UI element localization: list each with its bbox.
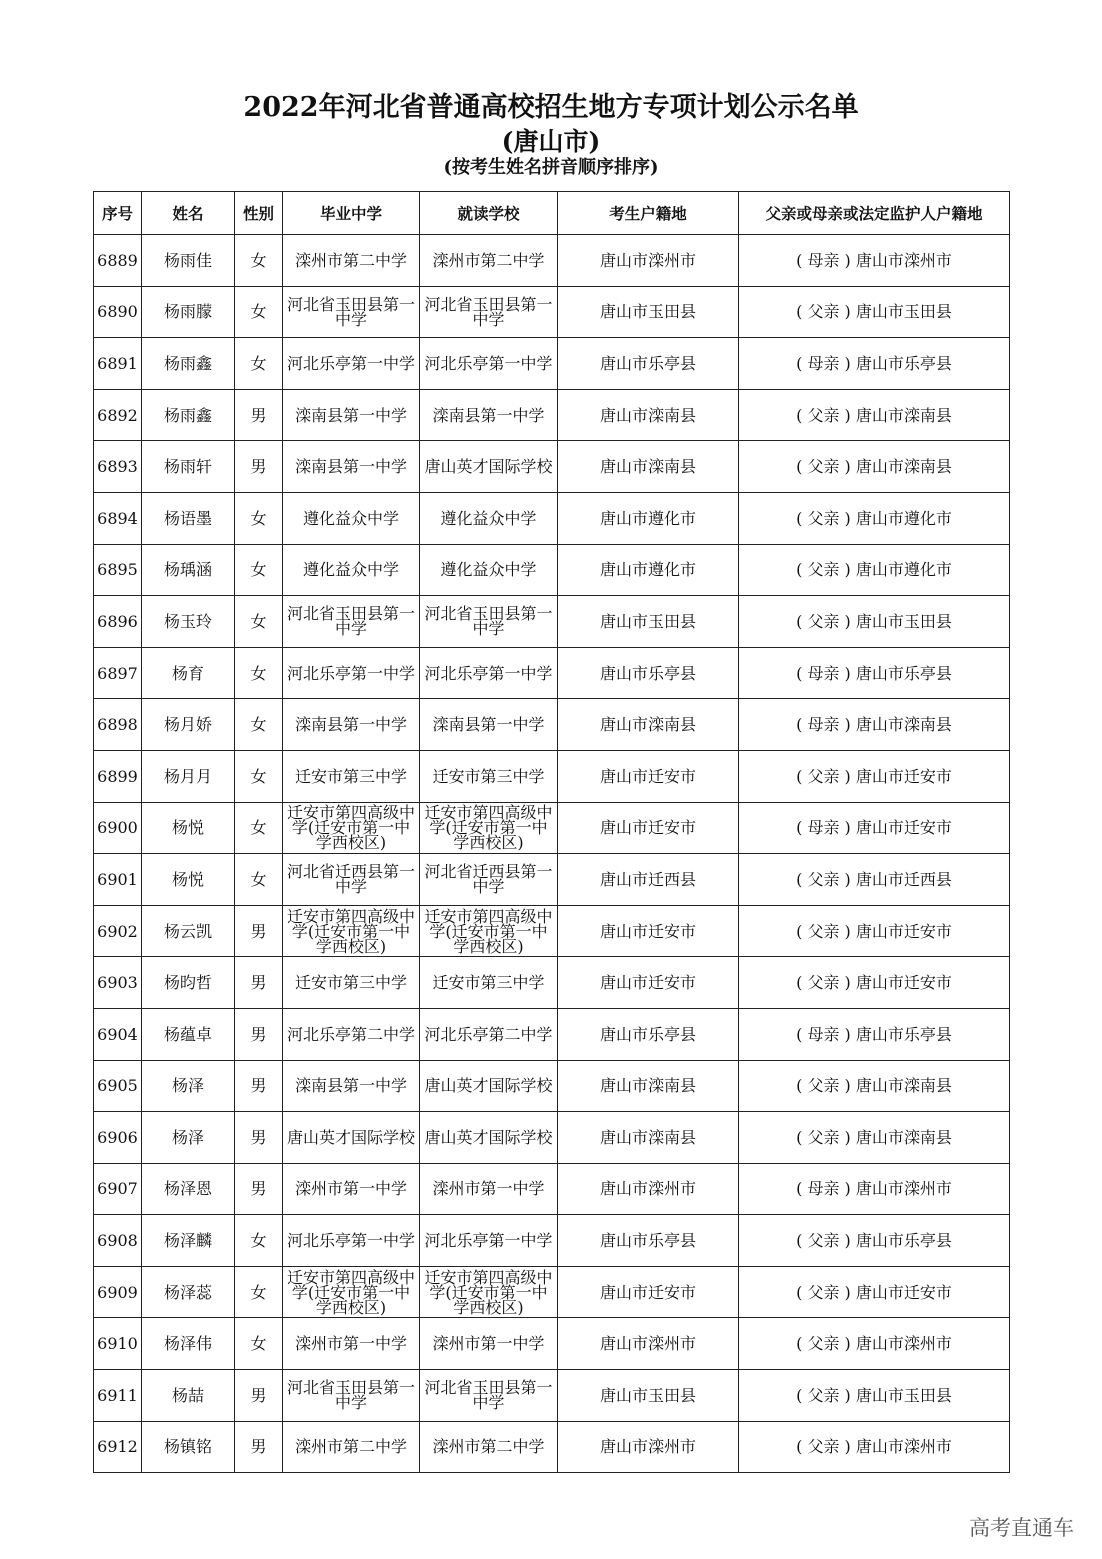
table-row — [94, 544, 1010, 596]
guardian-registration-cell: ( 母亲 ) 唐山市滦州市 — [739, 235, 1010, 287]
name-cell: 杨泽伟 — [142, 1318, 235, 1370]
graduation-school-cell: 河北省玉田县第一中学 — [283, 286, 420, 338]
graduation-school-cell: 迁安市第四高级中学(迁安市第一中学西校区) — [283, 802, 420, 854]
table-row — [94, 1421, 1010, 1473]
serial-cell: 6891 — [94, 338, 142, 390]
serial-cell: 6890 — [94, 286, 142, 338]
name-cell: 杨蕴卓 — [142, 1008, 235, 1060]
gender-cell: 女 — [235, 1266, 283, 1318]
household-registration-cell: 唐山市迁安市 — [558, 802, 739, 854]
name-cell: 杨雨佳 — [142, 235, 235, 287]
serial-cell: 6893 — [94, 441, 142, 493]
household-registration-cell: 唐山市玉田县 — [558, 1370, 739, 1422]
table-row — [94, 1060, 1010, 1112]
serial-cell: 6903 — [94, 957, 142, 1009]
table-body — [94, 235, 1010, 1473]
household-registration-cell: 唐山市乐亭县 — [558, 1215, 739, 1267]
name-cell: 杨泽 — [142, 1060, 235, 1112]
guardian-registration-cell: ( 父亲 ) 唐山市滦南县 — [739, 1112, 1010, 1164]
table-row — [94, 957, 1010, 1009]
current-school-cell: 唐山英才国际学校 — [420, 1112, 558, 1164]
table-row — [94, 389, 1010, 441]
graduation-school-cell: 河北省玉田县第一中学 — [283, 1370, 420, 1422]
serial-cell: 6901 — [94, 854, 142, 906]
gender-cell: 女 — [235, 1318, 283, 1370]
guardian-registration-cell: ( 父亲 ) 唐山市迁西县 — [739, 854, 1010, 906]
household-registration-cell: 唐山市乐亭县 — [558, 338, 739, 390]
guardian-registration-cell: ( 父亲 ) 唐山市迁安市 — [739, 1266, 1010, 1318]
guardian-registration-cell: ( 父亲 ) 唐山市滦南县 — [739, 1060, 1010, 1112]
guardian-registration-cell: ( 父亲 ) 唐山市滦南县 — [739, 389, 1010, 441]
column-header-current-school: 就读学校 — [420, 192, 558, 235]
household-registration-cell: 唐山市滦州市 — [558, 1318, 739, 1370]
gender-cell: 女 — [235, 647, 283, 699]
current-school-cell: 河北省玉田县第一中学 — [420, 596, 558, 648]
household-registration-cell: 唐山市迁安市 — [558, 905, 739, 957]
name-cell: 杨雨朦 — [142, 286, 235, 338]
gender-cell: 女 — [235, 699, 283, 751]
name-cell: 杨昀哲 — [142, 957, 235, 1009]
guardian-registration-cell: ( 父亲 ) 唐山市滦州市 — [739, 1421, 1010, 1473]
table-row — [94, 338, 1010, 390]
column-header-guardian-registration: 父亲或母亲或法定监护人户籍地 — [739, 192, 1010, 235]
name-cell: 杨泽蕊 — [142, 1266, 235, 1318]
current-school-cell: 迁安市第四高级中学(迁安市第一中学西校区) — [420, 905, 558, 957]
graduation-school-cell: 遵化益众中学 — [283, 544, 420, 596]
gender-cell: 女 — [235, 854, 283, 906]
name-cell: 杨月月 — [142, 750, 235, 802]
household-registration-cell: 唐山市滦南县 — [558, 1112, 739, 1164]
household-registration-cell: 唐山市迁安市 — [558, 750, 739, 802]
household-registration-cell: 唐山市滦南县 — [558, 699, 739, 751]
page-title: 2022年河北省普通高校招生地方专项计划公示名单 — [243, 92, 859, 123]
current-school-cell: 河北省玉田县第一中学 — [420, 1370, 558, 1422]
current-school-cell: 滦州市第一中学 — [420, 1318, 558, 1370]
current-school-cell: 滦南县第一中学 — [420, 699, 558, 751]
gender-cell: 女 — [235, 286, 283, 338]
gender-cell: 女 — [235, 802, 283, 854]
gender-cell: 女 — [235, 1215, 283, 1267]
guardian-registration-cell: ( 母亲 ) 唐山市乐亭县 — [739, 1008, 1010, 1060]
table-row — [94, 1008, 1010, 1060]
sort-note: (按考生姓名拼音顺序排序) — [443, 157, 659, 178]
serial-cell: 6911 — [94, 1370, 142, 1422]
name-cell: 杨泽麟 — [142, 1215, 235, 1267]
graduation-school-cell: 唐山英才国际学校 — [283, 1112, 420, 1164]
column-header-graduation-school: 毕业中学 — [283, 192, 420, 235]
table-row — [94, 905, 1010, 957]
graduation-school-cell: 河北省迁西县第一中学 — [283, 854, 420, 906]
name-cell: 杨瑀涵 — [142, 544, 235, 596]
name-cell: 杨泽 — [142, 1112, 235, 1164]
table-row — [94, 854, 1010, 906]
current-school-cell: 河北乐亭第一中学 — [420, 1215, 558, 1267]
graduation-school-cell: 滦州市第二中学 — [283, 1421, 420, 1473]
name-cell: 杨语墨 — [142, 492, 235, 544]
household-registration-cell: 唐山市玉田县 — [558, 286, 739, 338]
gender-cell: 女 — [235, 596, 283, 648]
table-row — [94, 1163, 1010, 1215]
graduation-school-cell: 滦州市第一中学 — [283, 1318, 420, 1370]
name-cell: 杨雨鑫 — [142, 389, 235, 441]
gender-cell: 女 — [235, 492, 283, 544]
current-school-cell: 滦州市第一中学 — [420, 1163, 558, 1215]
serial-cell: 6892 — [94, 389, 142, 441]
household-registration-cell: 唐山市乐亭县 — [558, 647, 739, 699]
name-cell: 杨育 — [142, 647, 235, 699]
table-row — [94, 1112, 1010, 1164]
household-registration-cell: 唐山市迁安市 — [558, 1266, 739, 1318]
serial-cell: 6895 — [94, 544, 142, 596]
graduation-school-cell: 河北乐亭第一中学 — [283, 338, 420, 390]
name-cell: 杨悦 — [142, 802, 235, 854]
gender-cell: 男 — [235, 389, 283, 441]
serial-cell: 6906 — [94, 1112, 142, 1164]
gender-cell: 男 — [235, 441, 283, 493]
guardian-registration-cell: ( 母亲 ) 唐山市滦南县 — [739, 699, 1010, 751]
gender-cell: 女 — [235, 338, 283, 390]
name-cell: 杨喆 — [142, 1370, 235, 1422]
name-cell: 杨月娇 — [142, 699, 235, 751]
current-school-cell: 河北乐亭第一中学 — [420, 647, 558, 699]
guardian-registration-cell: ( 母亲 ) 唐山市乐亭县 — [739, 647, 1010, 699]
guardian-registration-cell: ( 父亲 ) 唐山市迁安市 — [739, 750, 1010, 802]
graduation-school-cell: 迁安市第四高级中学(迁安市第一中学西校区) — [283, 1266, 420, 1318]
name-cell: 杨泽恩 — [142, 1163, 235, 1215]
serial-cell: 6902 — [94, 905, 142, 957]
gender-cell: 男 — [235, 1421, 283, 1473]
graduation-school-cell: 滦南县第一中学 — [283, 699, 420, 751]
gender-cell: 男 — [235, 905, 283, 957]
household-registration-cell: 唐山市滦州市 — [558, 1163, 739, 1215]
graduation-school-cell: 滦州市第二中学 — [283, 235, 420, 287]
graduation-school-cell: 迁安市第四高级中学(迁安市第一中学西校区) — [283, 905, 420, 957]
current-school-cell: 河北省迁西县第一中学 — [420, 854, 558, 906]
name-cell: 杨悦 — [142, 854, 235, 906]
serial-cell: 6909 — [94, 1266, 142, 1318]
guardian-registration-cell: ( 父亲 ) 唐山市迁安市 — [739, 957, 1010, 1009]
current-school-cell: 滦州市第二中学 — [420, 235, 558, 287]
serial-cell: 6897 — [94, 647, 142, 699]
guardian-registration-cell: ( 父亲 ) 唐山市玉田县 — [739, 596, 1010, 648]
serial-cell: 6896 — [94, 596, 142, 648]
name-cell: 杨云凯 — [142, 905, 235, 957]
current-school-cell: 迁安市第三中学 — [420, 750, 558, 802]
table-row — [94, 596, 1010, 648]
graduation-school-cell: 河北乐亭第一中学 — [283, 647, 420, 699]
current-school-cell: 迁安市第四高级中学(迁安市第一中学西校区) — [420, 1266, 558, 1318]
household-registration-cell: 唐山市滦州市 — [558, 235, 739, 287]
current-school-cell: 河北省玉田县第一中学 — [420, 286, 558, 338]
household-registration-cell: 唐山市迁西县 — [558, 854, 739, 906]
watermark: 高考直通车 — [969, 1516, 1074, 1540]
gender-cell: 男 — [235, 1060, 283, 1112]
serial-cell: 6898 — [94, 699, 142, 751]
household-registration-cell: 唐山市玉田县 — [558, 596, 739, 648]
household-registration-cell: 唐山市滦南县 — [558, 1060, 739, 1112]
city-subtitle: (唐山市) — [501, 127, 601, 156]
table-row — [94, 750, 1010, 802]
gender-cell: 男 — [235, 1112, 283, 1164]
serial-cell: 6894 — [94, 492, 142, 544]
name-cell: 杨雨轩 — [142, 441, 235, 493]
guardian-registration-cell: ( 父亲 ) 唐山市乐亭县 — [739, 1215, 1010, 1267]
gender-cell: 男 — [235, 1163, 283, 1215]
table-row — [94, 1318, 1010, 1370]
graduation-school-cell: 滦南县第一中学 — [283, 441, 420, 493]
gender-cell: 女 — [235, 235, 283, 287]
graduation-school-cell: 河北乐亭第一中学 — [283, 1215, 420, 1267]
guardian-registration-cell: ( 父亲 ) 唐山市玉田县 — [739, 1370, 1010, 1422]
current-school-cell: 唐山英才国际学校 — [420, 441, 558, 493]
serial-cell: 6912 — [94, 1421, 142, 1473]
serial-cell: 6904 — [94, 1008, 142, 1060]
household-registration-cell: 唐山市乐亭县 — [558, 1008, 739, 1060]
household-registration-cell: 唐山市滦州市 — [558, 1421, 739, 1473]
table-row — [94, 235, 1010, 287]
household-registration-cell: 唐山市滦南县 — [558, 441, 739, 493]
guardian-registration-cell: ( 父亲 ) 唐山市遵化市 — [739, 492, 1010, 544]
current-school-cell: 遵化益众中学 — [420, 544, 558, 596]
table-row — [94, 802, 1010, 854]
guardian-registration-cell: ( 父亲 ) 唐山市滦州市 — [739, 1318, 1010, 1370]
admission-list-table — [93, 191, 1010, 1473]
current-school-cell: 遵化益众中学 — [420, 492, 558, 544]
table-row — [94, 699, 1010, 751]
gender-cell: 男 — [235, 1008, 283, 1060]
column-header-gender: 性别 — [235, 192, 283, 235]
table-row — [94, 1215, 1010, 1267]
current-school-cell: 迁安市第四高级中学(迁安市第一中学西校区) — [420, 802, 558, 854]
serial-cell: 6908 — [94, 1215, 142, 1267]
guardian-registration-cell: ( 母亲 ) 唐山市滦州市 — [739, 1163, 1010, 1215]
current-school-cell: 滦州市第二中学 — [420, 1421, 558, 1473]
serial-cell: 6910 — [94, 1318, 142, 1370]
graduation-school-cell: 河北乐亭第二中学 — [283, 1008, 420, 1060]
graduation-school-cell: 滦州市第一中学 — [283, 1163, 420, 1215]
household-registration-cell: 唐山市滦南县 — [558, 389, 739, 441]
graduation-school-cell: 河北省玉田县第一中学 — [283, 596, 420, 648]
household-registration-cell: 唐山市迁安市 — [558, 957, 739, 1009]
serial-cell: 6900 — [94, 802, 142, 854]
graduation-school-cell: 滦南县第一中学 — [283, 1060, 420, 1112]
guardian-registration-cell: ( 母亲 ) 唐山市迁安市 — [739, 802, 1010, 854]
gender-cell: 女 — [235, 544, 283, 596]
graduation-school-cell: 迁安市第三中学 — [283, 750, 420, 802]
serial-cell: 6905 — [94, 1060, 142, 1112]
guardian-registration-cell: ( 父亲 ) 唐山市迁安市 — [739, 905, 1010, 957]
household-registration-cell: 唐山市遵化市 — [558, 492, 739, 544]
current-school-cell: 河北乐亭第一中学 — [420, 338, 558, 390]
column-header-household-registration: 考生户籍地 — [558, 192, 739, 235]
gender-cell: 女 — [235, 750, 283, 802]
serial-cell: 6889 — [94, 235, 142, 287]
guardian-registration-cell: ( 父亲 ) 唐山市玉田县 — [739, 286, 1010, 338]
guardian-registration-cell: ( 父亲 ) 唐山市滦南县 — [739, 441, 1010, 493]
name-cell: 杨玉玲 — [142, 596, 235, 648]
table-row — [94, 441, 1010, 493]
table-row — [94, 1370, 1010, 1422]
name-cell: 杨雨鑫 — [142, 338, 235, 390]
guardian-registration-cell: ( 父亲 ) 唐山市遵化市 — [739, 544, 1010, 596]
guardian-registration-cell: ( 母亲 ) 唐山市乐亭县 — [739, 338, 1010, 390]
serial-cell: 6907 — [94, 1163, 142, 1215]
column-header-name: 姓名 — [142, 192, 235, 235]
graduation-school-cell: 遵化益众中学 — [283, 492, 420, 544]
serial-cell: 6899 — [94, 750, 142, 802]
household-registration-cell: 唐山市遵化市 — [558, 544, 739, 596]
column-header-serial: 序号 — [94, 192, 142, 235]
table-row — [94, 492, 1010, 544]
current-school-cell: 迁安市第三中学 — [420, 957, 558, 1009]
current-school-cell: 唐山英才国际学校 — [420, 1060, 558, 1112]
table-row — [94, 1266, 1010, 1318]
name-cell: 杨镇铭 — [142, 1421, 235, 1473]
table-row — [94, 647, 1010, 699]
graduation-school-cell: 迁安市第三中学 — [283, 957, 420, 1009]
gender-cell: 男 — [235, 1370, 283, 1422]
table-row — [94, 286, 1010, 338]
current-school-cell: 河北乐亭第二中学 — [420, 1008, 558, 1060]
graduation-school-cell: 滦南县第一中学 — [283, 389, 420, 441]
current-school-cell: 滦南县第一中学 — [420, 389, 558, 441]
table-header-row — [94, 192, 1010, 235]
gender-cell: 男 — [235, 957, 283, 1009]
